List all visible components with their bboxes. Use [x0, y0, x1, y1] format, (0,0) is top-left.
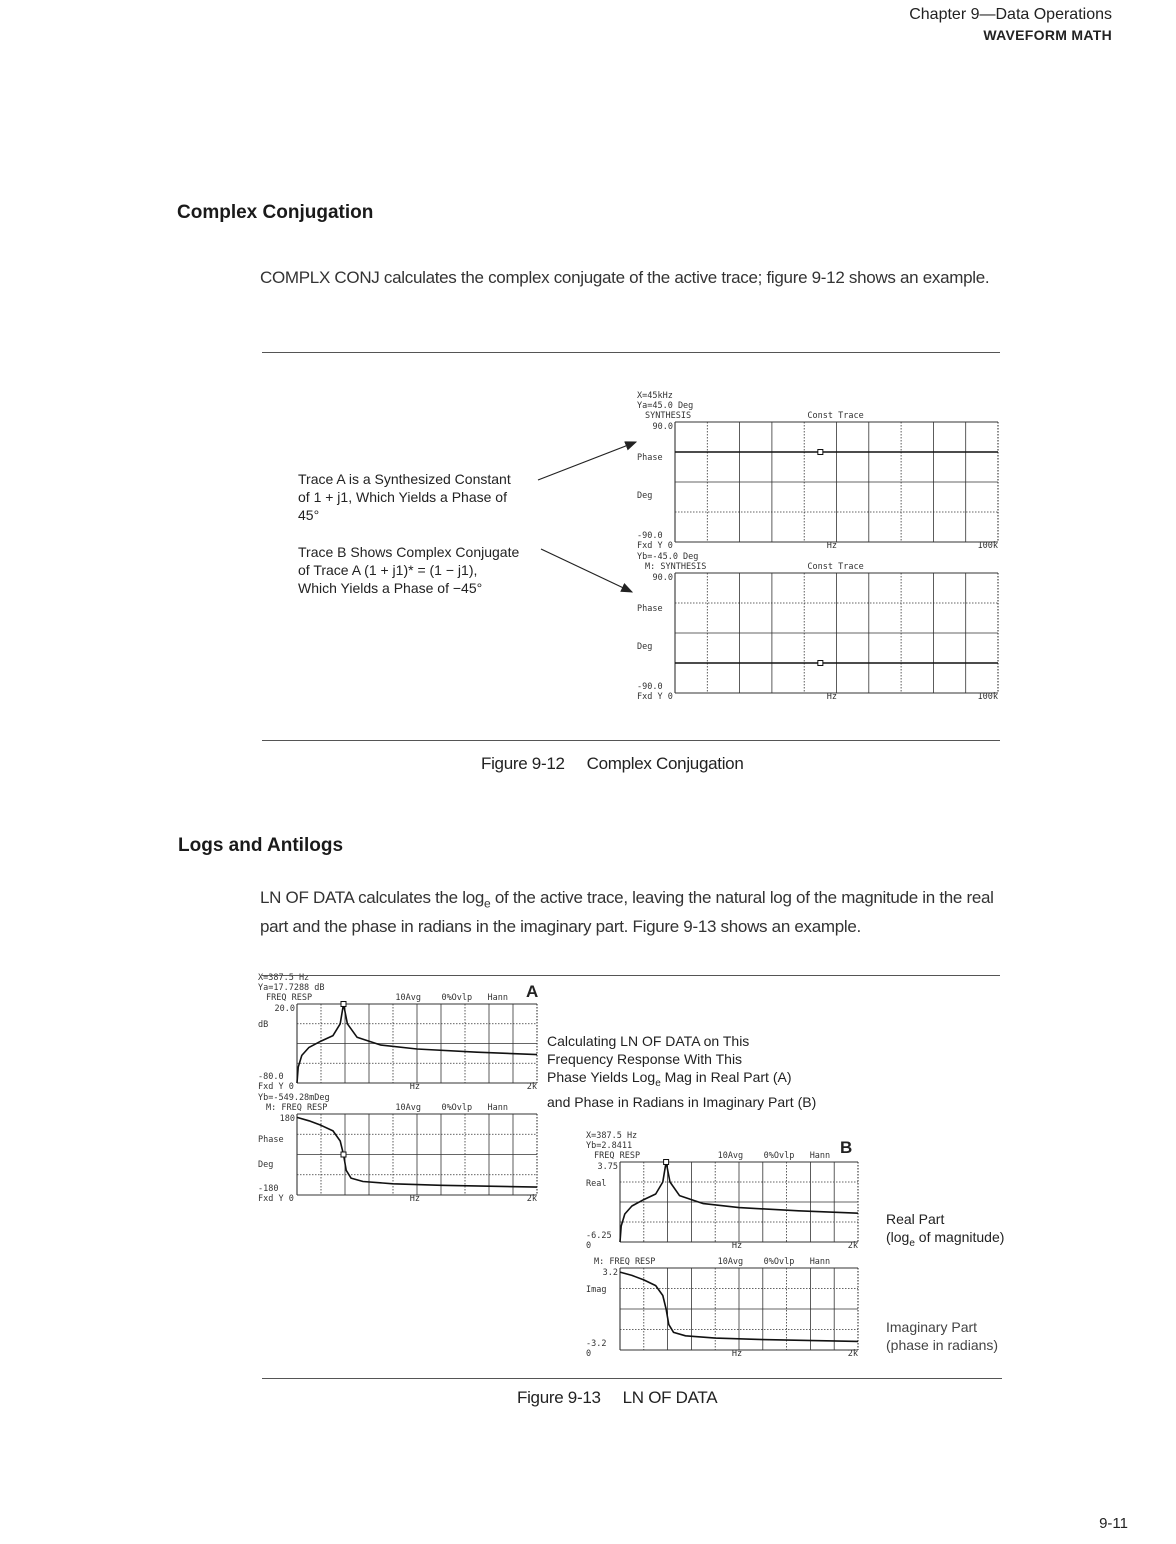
imaginary-part-label	[886, 1318, 998, 1354]
marker-readout: X=387.5 Hz	[258, 973, 310, 984]
trace-subtitle: Const Trace	[807, 410, 864, 421]
section-header: WAVEFORM MATH	[983, 27, 1112, 43]
y-axis-top: 3.75	[597, 1161, 618, 1172]
subscript: e	[484, 896, 491, 911]
trace-subtitle: 10Avg 0%Ovlp Hann	[395, 992, 508, 1003]
marker-readout: X=45kHz	[637, 391, 673, 402]
y-axis-label: Deg	[637, 490, 653, 501]
imag-part-note: (phase in radians)	[886, 1337, 999, 1353]
caption-number: Figure 9-12	[481, 754, 565, 773]
trace-subtitle: 10Avg 0%Ovlp Hann	[717, 1256, 831, 1267]
marker-readout: Yb=2.8411	[586, 1140, 633, 1151]
y-axis-top: 20.0	[274, 1003, 295, 1014]
x-axis-end: 2k	[847, 1241, 858, 1251]
marker-readout: X=387.5 Hz	[586, 1131, 638, 1142]
trace-title: M: FREQ RESP	[266, 1102, 328, 1113]
trace-plot	[620, 1162, 858, 1242]
caption-title: LN OF DATA	[622, 1388, 718, 1407]
x-axis-unit: Hz	[409, 1082, 421, 1092]
x-axis-unit: Hz	[826, 541, 838, 551]
marker	[341, 1152, 346, 1157]
caption-title: Complex Conjugation	[586, 754, 744, 773]
trace-title: FREQ RESP	[266, 992, 313, 1003]
y-axis-top: 90.0	[652, 421, 673, 432]
x-axis-end: 2k	[526, 1082, 537, 1092]
figure-9-12-caption	[481, 754, 743, 774]
description-line: Calculating LN OF DATA on This	[547, 1033, 750, 1049]
heading-logs-antilogs: Logs and Antilogs	[178, 835, 344, 856]
text: (log	[886, 1229, 910, 1245]
y-axis-label: Real	[586, 1178, 607, 1189]
x-axis-start: Fxd Y 0	[637, 541, 673, 551]
label-b: B	[840, 1138, 853, 1157]
x-axis-start: Fxd Y 0	[258, 1082, 294, 1092]
trace-plot	[297, 1004, 537, 1083]
caption-number: Figure 9-13	[517, 1388, 601, 1407]
chapter-header: Chapter 9—Data Operations	[909, 6, 1112, 23]
imag-part-title: Imaginary Part	[886, 1319, 978, 1335]
x-axis-unit: Hz	[409, 1194, 421, 1204]
x-axis-unit: Hz	[826, 692, 838, 702]
marker-readout: Yb=-549.28mDeg	[258, 1092, 330, 1103]
y-axis-bottom: -3.2	[586, 1338, 607, 1349]
x-axis-start: Fxd Y 0	[258, 1194, 294, 1204]
paragraph-logs-antilogs	[260, 886, 1010, 939]
arrow-to-trace-a	[538, 442, 636, 480]
description-line: and Phase in Radians in Imaginary Part (B)	[547, 1093, 817, 1110]
marker	[664, 1160, 669, 1165]
figure-bottom-rule	[262, 740, 1000, 741]
trace-plot	[297, 1114, 537, 1195]
figure-9-13-caption	[517, 1388, 717, 1408]
y-axis-label: Deg	[637, 641, 653, 652]
marker-readout: Ya=17.7288 dB	[258, 982, 325, 993]
text: LN OF DATA calculates the log	[260, 888, 485, 907]
annotation-line: of Trace A (1 + j1)* = (1 − j1),	[298, 562, 478, 578]
y-axis-top: 90.0	[652, 572, 673, 583]
x-axis-end: 100k	[977, 692, 998, 702]
text: of the active trace, leaving the natural log of the magnitude in the real part and the phase in radians in the imaginary part. Figure 9-13 shows an example.	[260, 888, 994, 937]
y-axis-label: Imag	[586, 1285, 607, 1296]
subscript: e	[909, 1237, 915, 1249]
trace-title: FREQ RESP	[594, 1150, 641, 1161]
real-part-title: Real Part	[886, 1211, 945, 1227]
y-axis-label: Phase	[637, 604, 663, 615]
marker-readout: Ya=45.0 Deg	[637, 400, 694, 411]
annotation-line: Which Yields a Phase of −45°	[298, 580, 483, 596]
trace-title: M: FREQ RESP	[594, 1256, 656, 1267]
subscript: e	[655, 1077, 661, 1089]
trace-subtitle: Const Trace	[807, 561, 864, 572]
y-axis-top: 180	[279, 1113, 295, 1124]
trace-plot	[675, 573, 998, 693]
description-line	[547, 1068, 816, 1093]
page-number: 9-11	[1099, 1515, 1128, 1532]
marker	[818, 450, 823, 455]
y-axis-bottom: -90.0	[637, 530, 663, 541]
x-axis-start: 0	[586, 1241, 592, 1251]
annotation-line: Trace B Shows Complex Conjugate	[298, 544, 520, 560]
marker	[341, 1002, 346, 1007]
trace-subtitle: 10Avg 0%Ovlp Hann	[395, 1102, 508, 1113]
annotation-line: Trace A is a Synthesized Constant	[298, 471, 511, 487]
x-axis-unit: Hz	[731, 1241, 743, 1251]
text: Mag in Real Part (A)	[660, 1069, 792, 1085]
annotation-line: 45°	[298, 507, 320, 523]
trace-subtitle: 10Avg 0%Ovlp Hann	[717, 1150, 831, 1161]
figure-top-rule	[262, 975, 1000, 976]
y-axis-label: Phase	[258, 1134, 284, 1145]
trace-title: M: SYNTHESIS	[645, 561, 707, 572]
text: Phase Yields Log	[547, 1069, 656, 1085]
heading-complex-conjugation: Complex Conjugation	[177, 202, 374, 223]
text: of magnitude)	[914, 1229, 1005, 1245]
x-axis-end: 2k	[847, 1349, 858, 1359]
figure-bottom-rule	[262, 1378, 1002, 1379]
marker-readout: Yb=-45.0 Deg	[637, 551, 699, 562]
y-axis-label: dB	[258, 1020, 269, 1031]
y-axis-label: Phase	[637, 453, 663, 464]
y-axis-bottom: -80.0	[258, 1071, 284, 1082]
x-axis-unit: Hz	[731, 1349, 743, 1359]
y-axis-bottom: -6.25	[586, 1230, 612, 1241]
trace-plot	[675, 422, 998, 542]
paragraph-complex-conjugation: COMPLX CONJ calculates the complex conjugate of the active trace; figure 9-12 shows an example.	[260, 268, 990, 287]
trace-plot	[620, 1268, 858, 1350]
y-axis-top: 3.2	[602, 1267, 618, 1278]
x-axis-start: 0	[586, 1349, 592, 1359]
arrow-to-trace-b	[541, 549, 632, 592]
figure-9-13-description	[547, 1032, 816, 1111]
real-part-note	[886, 1228, 1004, 1253]
y-axis-bottom: -90.0	[637, 681, 663, 692]
label-a: A	[526, 982, 539, 1001]
annotation-line: of 1 + j1, Which Yields a Phase of	[298, 489, 507, 505]
x-axis-end: 2k	[526, 1194, 537, 1204]
x-axis-start: Fxd Y 0	[637, 692, 673, 702]
marker	[818, 661, 823, 666]
x-axis-end: 100k	[977, 541, 998, 551]
y-axis-label: Deg	[258, 1159, 274, 1170]
trace-title: SYNTHESIS	[645, 410, 692, 421]
y-axis-bottom: -180	[258, 1183, 279, 1194]
description-line: Frequency Response With This	[547, 1051, 743, 1067]
real-part-label	[886, 1210, 1004, 1253]
